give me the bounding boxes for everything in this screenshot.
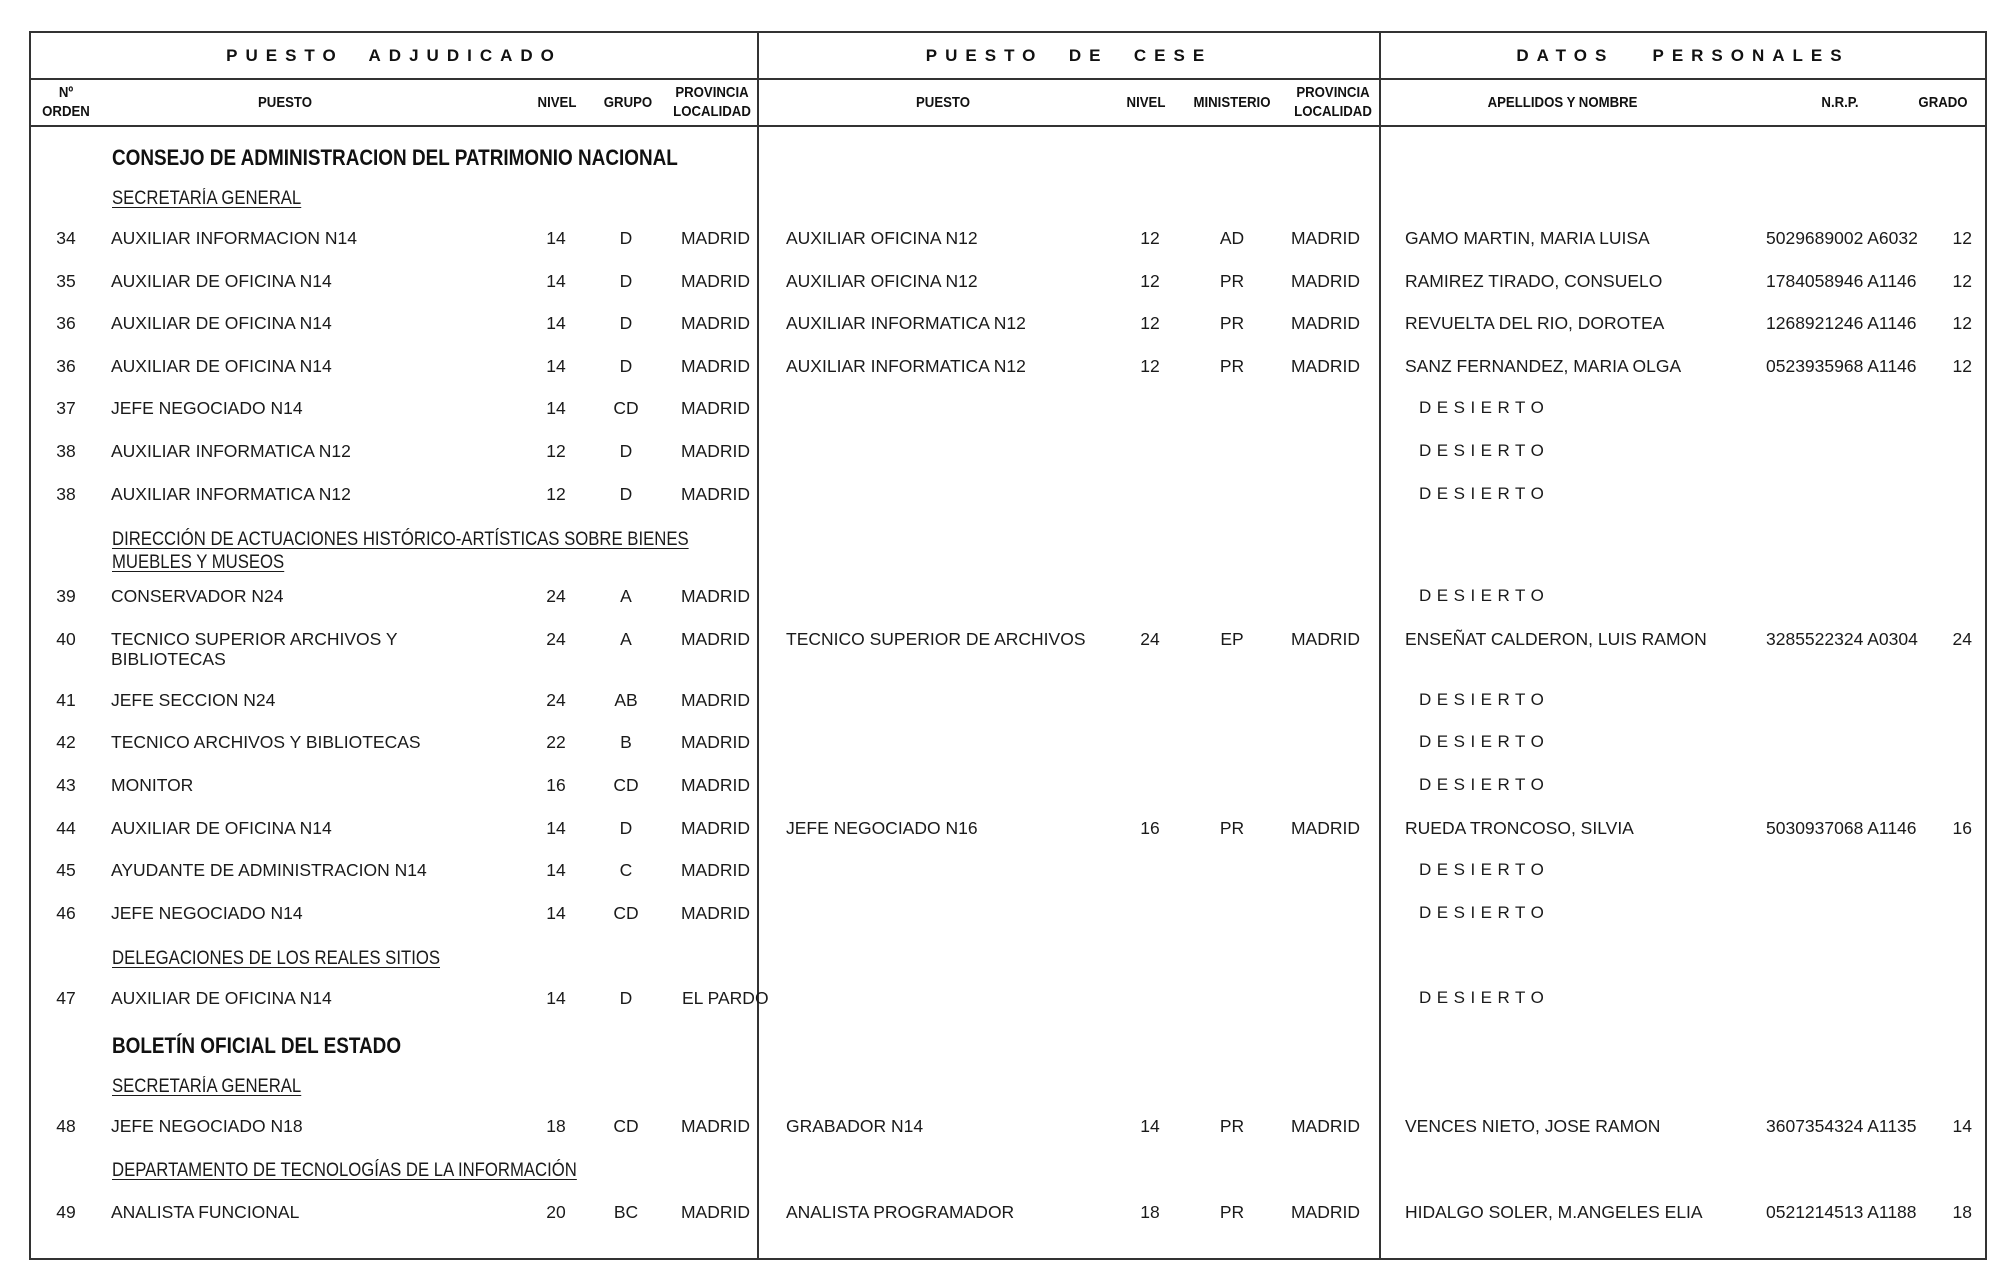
cell-desierto-status: DESIERTO <box>1419 732 1550 751</box>
col-header-nrp: N.R.P. <box>1821 94 1859 111</box>
cell-grupo: AB <box>614 690 638 710</box>
cell-apellidos-nombre: RUEDA TRONCOSO, SILVIA <box>1405 818 1634 838</box>
unit-heading: DELEGACIONES DE LOS REALES SITIOS <box>112 948 441 969</box>
cell-nivel: 14 <box>546 356 566 376</box>
cell-puesto: AUXILIAR INFORMATICA N12 <box>111 484 351 504</box>
cell-cese-nivel: 14 <box>1140 1116 1160 1136</box>
cell-nivel: 14 <box>546 903 566 923</box>
cell-provincia: MADRID <box>680 1116 750 1136</box>
cell-nivel: 16 <box>546 775 566 795</box>
cell-orden: 47 <box>56 988 76 1008</box>
table-bottom-border <box>29 1258 1987 1260</box>
cell-nivel: 14 <box>546 271 566 291</box>
cell-grado: 12 <box>1952 313 1972 333</box>
cell-desierto-status: DESIERTO <box>1419 903 1550 922</box>
cell-grupo: C <box>619 860 633 880</box>
cell-apellidos-nombre: RAMIREZ TIRADO, CONSUELO <box>1405 271 1663 291</box>
cell-nivel: 12 <box>546 484 566 504</box>
cell-orden: 42 <box>56 732 76 752</box>
cell-cese-provincia: MADRID <box>1290 818 1360 838</box>
cell-desierto-status: DESIERTO <box>1419 690 1550 709</box>
cell-nivel: 24 <box>546 690 566 710</box>
cell-cese-provincia: MADRID <box>1290 1202 1360 1222</box>
cell-grupo: D <box>619 356 633 376</box>
cell-desierto-status: DESIERTO <box>1419 775 1550 794</box>
cell-provincia: MADRID <box>680 690 750 710</box>
cell-orden: 41 <box>56 690 76 710</box>
cell-grado: 16 <box>1952 818 1972 838</box>
cell-orden: 38 <box>56 484 76 504</box>
cell-cese-provincia: MADRID <box>1290 629 1360 649</box>
col-header-provincia <box>672 83 751 121</box>
section-title-puesto-de-cese: PUESTO DE CESE <box>925 46 1213 65</box>
divider-cese-datos <box>1379 31 1381 1260</box>
divider-adjudicado-cese <box>757 31 759 1260</box>
cell-provincia: MADRID <box>680 398 750 418</box>
cell-cese-puesto: AUXILIAR OFICINA N12 <box>786 228 978 248</box>
cell-puesto: AUXILIAR INFORMATICA N12 <box>111 441 351 461</box>
cell-puesto: CONSERVADOR N24 <box>111 586 284 606</box>
cell-provincia: MADRID <box>680 441 750 461</box>
cell-orden: 36 <box>56 313 76 333</box>
cell-orden: 38 <box>56 441 76 461</box>
col-header-cese-ministerio: MINISTERIO <box>1193 94 1271 111</box>
cell-cese-ministerio: PR <box>1219 271 1245 291</box>
table-left-border <box>29 31 31 1260</box>
col-header-cese-provincia-line2: LOCALIDAD <box>1294 103 1372 120</box>
organization-heading: CONSEJO DE ADMINISTRACION DEL PATRIMONIO NACIONAL <box>112 145 678 170</box>
cell-cese-provincia: MADRID <box>1290 356 1360 376</box>
cell-puesto: JEFE NEGOCIADO N18 <box>111 1116 303 1136</box>
cell-provincia: MADRID <box>680 1202 750 1222</box>
cell-grupo: D <box>619 271 633 291</box>
cell-grupo: CD <box>613 903 639 923</box>
cell-cese-puesto: TECNICO SUPERIOR DE ARCHIVOS <box>786 629 1086 649</box>
col-header-nivel: NIVEL <box>537 94 577 111</box>
cell-nrp: 3607354324 A1135 <box>1766 1116 1917 1136</box>
cell-nivel: 14 <box>546 860 566 880</box>
cell-nrp: 5030937068 A1146 <box>1766 818 1917 838</box>
cell-grupo: CD <box>613 398 639 418</box>
cell-cese-ministerio: PR <box>1219 1116 1245 1136</box>
cell-puesto-line2: BIBLIOTECAS <box>111 649 226 669</box>
cell-apellidos-nombre: VENCES NIETO, JOSE RAMON <box>1405 1116 1661 1136</box>
cell-cese-puesto: AUXILIAR INFORMATICA N12 <box>786 313 1026 333</box>
column-header-divider <box>29 125 1987 127</box>
cell-orden: 36 <box>56 356 76 376</box>
cell-orden: 39 <box>56 586 76 606</box>
cell-nrp: 0521214513 A1188 <box>1766 1202 1917 1222</box>
cell-orden: 46 <box>56 903 76 923</box>
cell-grupo: A <box>620 586 632 606</box>
cell-puesto: AUXILIAR INFORMACION N14 <box>111 228 358 248</box>
cell-puesto: JEFE NEGOCIADO N14 <box>111 398 303 418</box>
cell-grupo: D <box>619 484 633 504</box>
cell-cese-nivel: 12 <box>1140 228 1160 248</box>
cell-apellidos-nombre: GAMO MARTIN, MARIA LUISA <box>1405 228 1650 248</box>
col-header-puesto: PUESTO <box>257 94 313 111</box>
cell-nivel: 24 <box>546 629 566 649</box>
cell-nivel: 14 <box>546 228 566 248</box>
cell-desierto-status: DESIERTO <box>1419 398 1550 417</box>
cell-cese-nivel: 12 <box>1140 356 1160 376</box>
cell-orden: 37 <box>56 398 76 418</box>
cell-apellidos-nombre: HIDALGO SOLER, M.ANGELES ELIA <box>1405 1202 1703 1222</box>
cell-grupo: B <box>620 732 632 752</box>
cell-nivel: 18 <box>546 1116 566 1136</box>
cell-puesto: AUXILIAR DE OFICINA N14 <box>111 988 332 1008</box>
cell-cese-puesto: JEFE NEGOCIADO N16 <box>786 818 978 838</box>
cell-puesto: TECNICO SUPERIOR ARCHIVOS Y <box>111 629 398 649</box>
col-header-orden-line2: ORDEN <box>42 103 90 120</box>
cell-desierto-status: DESIERTO <box>1419 860 1550 879</box>
cell-provincia: EL PARDO <box>682 988 769 1008</box>
col-header-orden-line1: Nº <box>58 84 74 101</box>
col-header-provincia-line2: LOCALIDAD <box>673 103 751 120</box>
cell-orden: 44 <box>56 818 76 838</box>
cell-nivel: 14 <box>546 988 566 1008</box>
cell-apellidos-nombre: SANZ FERNANDEZ, MARIA OLGA <box>1405 356 1682 376</box>
cell-puesto: AUXILIAR DE OFICINA N14 <box>111 313 332 333</box>
cell-desierto-status: DESIERTO <box>1419 586 1550 605</box>
cell-provincia: MADRID <box>680 313 750 333</box>
cell-apellidos-nombre: ENSEÑAT CALDERON, LUIS RAMON <box>1405 629 1707 649</box>
cell-cese-provincia: MADRID <box>1290 1116 1360 1136</box>
cell-provincia: MADRID <box>680 484 750 504</box>
cell-orden: 43 <box>56 775 76 795</box>
cell-provincia: MADRID <box>680 586 750 606</box>
cell-nivel: 14 <box>546 818 566 838</box>
col-header-cese-nivel: NIVEL <box>1126 94 1166 111</box>
col-header-provincia-line1: PROVINCIA <box>675 84 749 101</box>
cell-grupo: D <box>619 988 633 1008</box>
cell-provincia: MADRID <box>680 629 750 649</box>
cell-desierto-status: DESIERTO <box>1419 441 1550 460</box>
cell-puesto: JEFE SECCION N24 <box>111 690 276 710</box>
cell-grupo: D <box>619 228 633 248</box>
cell-orden: 35 <box>56 271 76 291</box>
cell-desierto-status: DESIERTO <box>1419 484 1550 503</box>
cell-cese-nivel: 12 <box>1140 313 1160 333</box>
organization-heading: BOLETÍN OFICIAL DEL ESTADO <box>112 1033 402 1058</box>
cell-provincia: MADRID <box>680 271 750 291</box>
cell-cese-ministerio: PR <box>1219 818 1245 838</box>
col-header-cese-puesto: PUESTO <box>915 94 971 111</box>
section-title-puesto-adjudicado: PUESTO ADJUDICADO <box>226 46 562 65</box>
cell-grado: 14 <box>1952 1116 1972 1136</box>
cell-cese-nivel: 18 <box>1140 1202 1160 1222</box>
cell-grado: 18 <box>1952 1202 1972 1222</box>
cell-grado: 12 <box>1952 356 1972 376</box>
cell-provincia: MADRID <box>680 903 750 923</box>
cell-nivel: 14 <box>546 313 566 333</box>
cell-puesto: JEFE NEGOCIADO N14 <box>111 903 303 923</box>
cell-puesto: AUXILIAR DE OFICINA N14 <box>111 271 332 291</box>
cell-orden: 48 <box>56 1116 76 1136</box>
cell-nivel: 24 <box>546 586 566 606</box>
cell-nivel: 14 <box>546 398 566 418</box>
cell-provincia: MADRID <box>680 732 750 752</box>
cell-cese-provincia: MADRID <box>1290 271 1360 291</box>
cell-orden: 40 <box>56 629 76 649</box>
col-header-grado: GRADO <box>1918 94 1968 111</box>
cell-cese-puesto: GRABADOR N14 <box>786 1116 924 1136</box>
cell-nivel: 12 <box>546 441 566 461</box>
cell-provincia: MADRID <box>680 860 750 880</box>
cell-nivel: 22 <box>546 732 566 752</box>
cell-cese-ministerio: EP <box>1220 629 1244 649</box>
cell-apellidos-nombre: REVUELTA DEL RIO, DOROTEA <box>1405 313 1665 333</box>
cell-provincia: MADRID <box>680 228 750 248</box>
cell-grupo: D <box>619 818 633 838</box>
section-title-datos-personales: DATOS PERSONALES <box>1516 46 1850 65</box>
table-right-border <box>1985 31 1987 1260</box>
cell-nrp: 1268921246 A1146 <box>1766 313 1917 333</box>
unit-heading: SECRETARÍA GENERAL <box>112 1076 302 1097</box>
col-header-orden <box>40 83 93 121</box>
col-header-grupo: GRUPO <box>603 94 653 111</box>
unit-heading: DEPARTAMENTO DE TECNOLOGÍAS DE LA INFORMACIÓN <box>112 1160 577 1181</box>
cell-orden: 45 <box>56 860 76 880</box>
cell-grupo: CD <box>613 1116 639 1136</box>
unit-heading: MUEBLES Y MUSEOS <box>112 552 285 573</box>
cell-puesto: AUXILIAR DE OFICINA N14 <box>111 818 332 838</box>
cell-puesto: ANALISTA FUNCIONAL <box>111 1202 300 1222</box>
cell-cese-puesto: AUXILIAR OFICINA N12 <box>786 271 978 291</box>
cell-puesto: AUXILIAR DE OFICINA N14 <box>111 356 332 376</box>
cell-cese-ministerio: AD <box>1219 228 1245 248</box>
cell-orden: 34 <box>56 228 76 248</box>
cell-cese-provincia: MADRID <box>1290 313 1360 333</box>
cell-nrp: 5029689002 A6032 <box>1766 228 1918 248</box>
cell-cese-ministerio: PR <box>1219 356 1245 376</box>
cell-grado: 12 <box>1952 271 1972 291</box>
cell-grado: 12 <box>1952 228 1972 248</box>
cell-puesto: TECNICO ARCHIVOS Y BIBLIOTECAS <box>111 732 421 752</box>
cell-cese-provincia: MADRID <box>1290 228 1360 248</box>
cell-grupo: D <box>619 441 633 461</box>
cell-grupo: CD <box>613 775 639 795</box>
cell-desierto-status: DESIERTO <box>1419 988 1550 1007</box>
unit-heading: SECRETARÍA GENERAL <box>112 188 302 209</box>
cell-cese-puesto: AUXILIAR INFORMATICA N12 <box>786 356 1026 376</box>
cell-cese-ministerio: PR <box>1219 1202 1245 1222</box>
cell-provincia: MADRID <box>680 775 750 795</box>
cell-puesto: MONITOR <box>111 775 194 795</box>
cell-nrp: 3285522324 A0304 <box>1766 629 1918 649</box>
unit-heading: DIRECCIÓN DE ACTUACIONES HISTÓRICO-ARTÍSTICAS SOBRE BIENES <box>112 529 689 550</box>
col-header-cese-provincia <box>1293 83 1372 121</box>
cell-nivel: 20 <box>546 1202 566 1222</box>
cell-grupo: BC <box>613 1202 639 1222</box>
cell-grupo: A <box>620 629 632 649</box>
col-header-cese-provincia-line1: PROVINCIA <box>1296 84 1370 101</box>
cell-provincia: MADRID <box>680 818 750 838</box>
cell-nrp: 0523935968 A1146 <box>1766 356 1917 376</box>
cell-orden: 49 <box>56 1202 76 1222</box>
cell-provincia: MADRID <box>680 356 750 376</box>
cell-grupo: D <box>619 313 633 333</box>
cell-nrp: 1784058946 A1146 <box>1766 271 1917 291</box>
cell-cese-puesto: ANALISTA PROGRAMADOR <box>786 1202 1015 1222</box>
cell-cese-nivel: 24 <box>1140 629 1160 649</box>
cell-cese-nivel: 16 <box>1140 818 1160 838</box>
cell-cese-ministerio: PR <box>1219 313 1245 333</box>
cell-puesto: AYUDANTE DE ADMINISTRACION N14 <box>111 860 427 880</box>
col-header-apellidos-nombre: APELLIDOS Y NOMBRE <box>1487 94 1638 111</box>
cell-grado: 24 <box>1952 629 1972 649</box>
cell-cese-nivel: 12 <box>1140 271 1160 291</box>
